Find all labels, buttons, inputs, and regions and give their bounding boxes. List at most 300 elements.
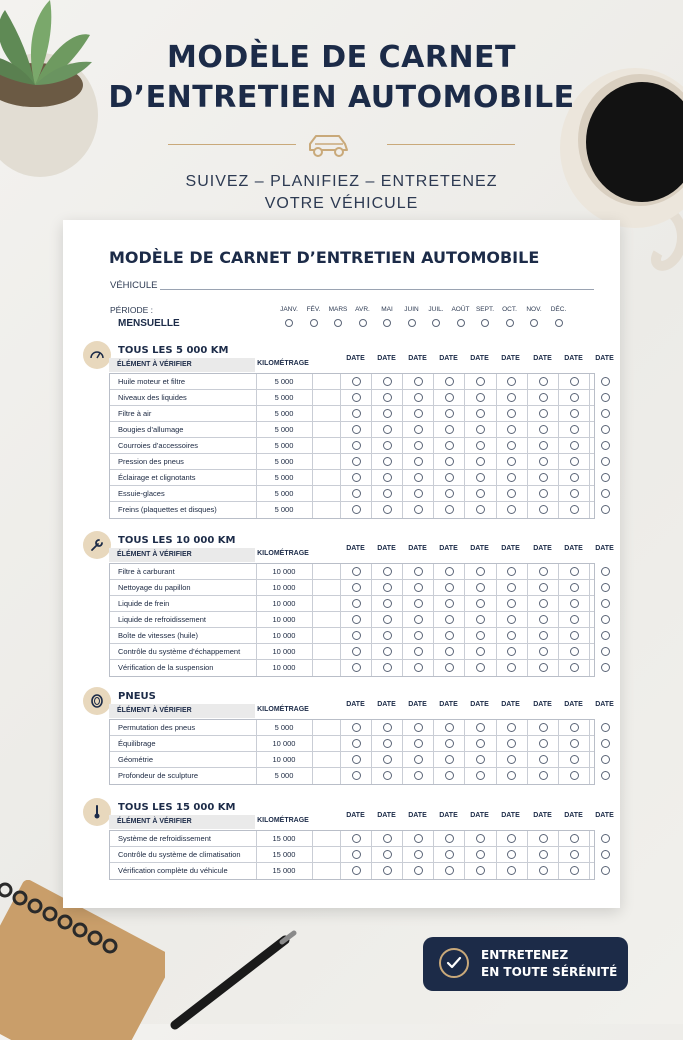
table-row [110,454,594,470]
date-checkbox[interactable] [383,647,392,656]
period-label: PÉRIODE : [110,305,153,315]
date-checkbox[interactable] [352,441,361,450]
row-km: 5 000 [274,457,294,466]
date-checkbox[interactable] [445,409,454,418]
date-checkbox[interactable] [570,473,579,482]
row-km: 5 000 [274,393,294,402]
date-checkbox[interactable] [383,583,392,592]
date-checkbox[interactable] [445,723,454,732]
date-checkbox[interactable] [476,631,485,640]
date-checkbox[interactable] [601,599,610,608]
date-checkbox[interactable] [507,723,516,732]
row-km: 10 000 [272,567,296,576]
date-checkbox[interactable] [507,457,516,466]
date-checkbox[interactable] [476,866,485,875]
row-element-name: Liquide de refroidissement [118,615,206,624]
row-km: 15 000 [272,850,296,859]
date-checkbox[interactable] [414,393,423,402]
date-checkbox[interactable] [383,850,392,859]
date-checkbox[interactable] [414,489,423,498]
date-checkbox[interactable] [570,505,579,514]
date-checkbox[interactable] [352,866,361,875]
table-row [110,486,594,502]
badge-line2: EN TOUTE SÉRÉNITÉ [481,965,618,979]
month-radio[interactable] [383,319,391,327]
date-checkbox[interactable] [476,377,485,386]
date-checkbox[interactable] [570,615,579,624]
header-date: DATE [533,545,552,552]
date-checkbox[interactable] [383,393,392,402]
date-checkbox[interactable] [570,739,579,748]
header-date: DATE [564,355,583,362]
date-checkbox[interactable] [539,866,548,875]
date-checkbox[interactable] [507,473,516,482]
date-checkbox[interactable] [507,441,516,450]
month-radio[interactable] [432,319,440,327]
date-checkbox[interactable] [383,866,392,875]
date-checkbox[interactable] [539,850,548,859]
date-checkbox[interactable] [352,663,361,672]
date-checkbox[interactable] [539,505,548,514]
date-checkbox[interactable] [414,647,423,656]
vehicle-input-line[interactable] [160,289,594,290]
date-checkbox[interactable] [352,377,361,386]
date-checkbox[interactable] [445,567,454,576]
date-checkbox[interactable] [507,599,516,608]
date-checkbox[interactable] [352,771,361,780]
header-date: DATE [595,545,614,552]
date-checkbox[interactable] [414,663,423,672]
date-checkbox[interactable] [352,457,361,466]
date-checkbox[interactable] [570,755,579,764]
date-checkbox[interactable] [352,850,361,859]
date-checkbox[interactable] [570,425,579,434]
date-checkbox[interactable] [507,631,516,640]
date-checkbox[interactable] [414,850,423,859]
date-checkbox[interactable] [383,441,392,450]
header-element: ÉLÉMENT À VÉRIFIER [109,704,255,718]
section-title: TOUS LES 15 000 KM [118,802,236,813]
row-element-name: Contrôle du système de climatisation [118,850,241,859]
date-checkbox[interactable] [476,425,485,434]
date-checkbox[interactable] [539,489,548,498]
date-checkbox[interactable] [445,739,454,748]
month-radio[interactable] [310,319,318,327]
header-date: DATE [346,545,365,552]
date-checkbox[interactable] [539,663,548,672]
date-checkbox[interactable] [570,834,579,843]
header-date: DATE [501,812,520,819]
header-date: DATE [595,701,614,708]
row-km: 10 000 [272,615,296,624]
date-checkbox[interactable] [570,599,579,608]
date-checkbox[interactable] [570,441,579,450]
tagline-line2: VOTRE VÉHICULE [264,195,419,212]
date-checkbox[interactable] [570,393,579,402]
date-checkbox[interactable] [383,663,392,672]
date-checkbox[interactable] [476,599,485,608]
date-checkbox[interactable] [476,647,485,656]
date-checkbox[interactable] [601,489,610,498]
date-checkbox[interactable] [414,866,423,875]
date-checkbox[interactable] [539,615,548,624]
header-date: DATE [564,812,583,819]
header-date: DATE [346,812,365,819]
month-radio[interactable] [530,319,538,327]
month-radio[interactable] [285,319,293,327]
date-checkbox[interactable] [414,377,423,386]
date-checkbox[interactable] [476,723,485,732]
date-checkbox[interactable] [445,647,454,656]
date-checkbox[interactable] [414,473,423,482]
date-checkbox[interactable] [570,647,579,656]
date-checkbox[interactable] [445,441,454,450]
month-label: FÉV. [306,306,321,313]
date-checkbox[interactable] [414,599,423,608]
date-checkbox[interactable] [539,567,548,576]
row-km: 15 000 [272,834,296,843]
date-checkbox[interactable] [476,473,485,482]
date-checkbox[interactable] [601,425,610,434]
table-row [110,660,594,676]
date-checkbox[interactable] [507,615,516,624]
date-checkbox[interactable] [601,393,610,402]
date-checkbox[interactable] [476,771,485,780]
date-checkbox[interactable] [507,850,516,859]
date-checkbox[interactable] [601,567,610,576]
table-row [110,863,594,879]
date-checkbox[interactable] [601,473,610,482]
month-label: AVR. [355,306,370,313]
date-checkbox[interactable] [383,723,392,732]
date-checkbox[interactable] [507,834,516,843]
date-checkbox[interactable] [601,834,610,843]
date-checkbox[interactable] [476,583,485,592]
date-checkbox[interactable] [383,599,392,608]
month-radio[interactable] [408,319,416,327]
header-date: DATE [408,701,427,708]
month-label: DÉC. [550,306,567,313]
date-checkbox[interactable] [383,425,392,434]
date-checkbox[interactable] [601,409,610,418]
date-checkbox[interactable] [539,771,548,780]
date-checkbox[interactable] [383,377,392,386]
date-checkbox[interactable] [507,771,516,780]
date-checkbox[interactable] [445,771,454,780]
date-checkbox[interactable] [414,583,423,592]
date-checkbox[interactable] [383,409,392,418]
month-radio[interactable] [334,319,342,327]
header-date: DATE [439,812,458,819]
date-checkbox[interactable] [539,599,548,608]
date-checkbox[interactable] [539,583,548,592]
date-checkbox[interactable] [383,489,392,498]
date-checkbox[interactable] [383,473,392,482]
date-checkbox[interactable] [507,739,516,748]
date-checkbox[interactable] [476,663,485,672]
date-checkbox[interactable] [601,377,610,386]
date-checkbox[interactable] [352,567,361,576]
date-checkbox[interactable] [476,834,485,843]
date-checkbox[interactable] [507,647,516,656]
date-checkbox[interactable] [352,583,361,592]
date-checkbox[interactable] [570,489,579,498]
row-element-name: Freins (plaquettes et disques) [118,505,217,514]
date-checkbox[interactable] [476,850,485,859]
date-checkbox[interactable] [383,567,392,576]
date-checkbox[interactable] [601,441,610,450]
table-row [110,628,594,644]
date-checkbox[interactable] [570,631,579,640]
header-date: DATE [470,812,489,819]
date-checkbox[interactable] [414,739,423,748]
date-checkbox[interactable] [570,409,579,418]
table-header [109,545,614,562]
header-date: DATE [439,355,458,362]
month-radio[interactable] [506,319,514,327]
date-checkbox[interactable] [414,631,423,640]
row-km: 5 000 [274,723,294,732]
date-checkbox[interactable] [476,489,485,498]
date-checkbox[interactable] [445,377,454,386]
date-checkbox[interactable] [445,834,454,843]
date-checkbox[interactable] [476,441,485,450]
table-row [110,847,594,863]
month-radio[interactable] [457,319,465,327]
date-checkbox[interactable] [507,567,516,576]
logbook-sheet [63,220,620,908]
date-checkbox[interactable] [414,834,423,843]
date-checkbox[interactable] [445,663,454,672]
maintenance-table [109,563,595,677]
date-checkbox[interactable] [539,377,548,386]
date-checkbox[interactable] [352,473,361,482]
tire-icon [83,687,111,715]
date-checkbox[interactable] [414,755,423,764]
date-checkbox[interactable] [507,377,516,386]
header-date: DATE [533,355,552,362]
date-checkbox[interactable] [601,739,610,748]
month-radio[interactable] [481,319,489,327]
date-checkbox[interactable] [601,663,610,672]
section-title: TOUS LES 10 000 KM [118,535,236,546]
date-checkbox[interactable] [539,755,548,764]
table-header [109,355,614,372]
date-checkbox[interactable] [383,615,392,624]
date-checkbox[interactable] [476,393,485,402]
date-checkbox[interactable] [414,457,423,466]
date-checkbox[interactable] [352,409,361,418]
month-label: JUIN [404,306,419,313]
date-checkbox[interactable] [445,850,454,859]
date-checkbox[interactable] [601,457,610,466]
date-checkbox[interactable] [601,723,610,732]
date-checkbox[interactable] [539,425,548,434]
header-element: ÉLÉMENT À VÉRIFIER [109,548,255,562]
header-date: DATE [470,545,489,552]
date-checkbox[interactable] [383,739,392,748]
date-checkbox[interactable] [414,567,423,576]
date-checkbox[interactable] [476,409,485,418]
row-km: 5 000 [274,409,294,418]
date-checkbox[interactable] [414,771,423,780]
row-element-name: Vérification complète du véhicule [118,866,228,875]
date-checkbox[interactable] [445,599,454,608]
date-checkbox[interactable] [414,615,423,624]
date-checkbox[interactable] [601,631,610,640]
date-checkbox[interactable] [445,473,454,482]
date-checkbox[interactable] [383,631,392,640]
date-checkbox[interactable] [539,473,548,482]
date-checkbox[interactable] [476,457,485,466]
table-header [109,701,614,718]
date-checkbox[interactable] [414,441,423,450]
row-element-name: Profondeur de sculpture [118,771,199,780]
header-date: DATE [595,355,614,362]
header-date: DATE [470,355,489,362]
header-date: DATE [408,812,427,819]
date-checkbox[interactable] [570,567,579,576]
date-checkbox[interactable] [539,393,548,402]
month-label: JUIL. [428,306,444,313]
banner-title-line1: MODÈLE DE CARNET [166,40,517,75]
date-checkbox[interactable] [570,850,579,859]
date-checkbox[interactable] [352,615,361,624]
date-checkbox[interactable] [601,647,610,656]
period-value: MENSUELLE [118,318,180,329]
date-checkbox[interactable] [352,425,361,434]
date-checkbox[interactable] [445,866,454,875]
date-checkbox[interactable] [445,631,454,640]
date-checkbox[interactable] [445,755,454,764]
date-checkbox[interactable] [570,771,579,780]
date-checkbox[interactable] [445,457,454,466]
date-checkbox[interactable] [352,599,361,608]
thermometer-icon [83,798,111,826]
date-checkbox[interactable] [414,505,423,514]
date-checkbox[interactable] [445,393,454,402]
date-checkbox[interactable] [539,739,548,748]
date-checkbox[interactable] [383,771,392,780]
date-checkbox[interactable] [352,755,361,764]
table-row [110,752,594,768]
date-checkbox[interactable] [352,631,361,640]
date-checkbox[interactable] [601,615,610,624]
date-checkbox[interactable] [445,505,454,514]
date-checkbox[interactable] [507,663,516,672]
month-radio[interactable] [555,319,563,327]
date-checkbox[interactable] [352,739,361,748]
header-element: ÉLÉMENT À VÉRIFIER [109,815,255,829]
date-checkbox[interactable] [507,755,516,764]
header-date: DATE [377,355,396,362]
row-element-name: Nettoyage du papillon [118,583,191,592]
date-checkbox[interactable] [476,615,485,624]
date-checkbox[interactable] [414,723,423,732]
date-checkbox[interactable] [352,723,361,732]
date-checkbox[interactable] [414,425,423,434]
date-checkbox[interactable] [539,723,548,732]
date-checkbox[interactable] [570,723,579,732]
date-checkbox[interactable] [476,755,485,764]
header-km: KILOMÉTRAGE [257,360,309,367]
date-checkbox[interactable] [383,457,392,466]
date-checkbox[interactable] [570,457,579,466]
date-checkbox[interactable] [507,866,516,875]
date-checkbox[interactable] [601,755,610,764]
date-checkbox[interactable] [383,755,392,764]
date-checkbox[interactable] [601,583,610,592]
date-checkbox[interactable] [507,409,516,418]
maintenance-table [109,719,595,785]
date-checkbox[interactable] [570,583,579,592]
date-checkbox[interactable] [601,866,610,875]
table-row [110,374,594,390]
banner-title-line2: D’ENTRETIEN AUTOMOBILE [108,80,575,115]
date-checkbox[interactable] [601,771,610,780]
header-date: DATE [439,545,458,552]
date-checkbox[interactable] [445,615,454,624]
date-checkbox[interactable] [539,631,548,640]
sheet-title: MODÈLE DE CARNET D’ENTRETIEN AUTOMOBILE [109,248,540,267]
date-checkbox[interactable] [445,489,454,498]
table-row [110,768,594,784]
date-checkbox[interactable] [476,739,485,748]
date-checkbox[interactable] [352,489,361,498]
date-checkbox[interactable] [570,866,579,875]
date-checkbox[interactable] [539,457,548,466]
table-row [110,564,594,580]
date-checkbox[interactable] [601,850,610,859]
date-checkbox[interactable] [383,505,392,514]
section-title: TOUS LES 5 000 KM [118,345,229,356]
date-checkbox[interactable] [601,505,610,514]
maintenance-table [109,830,595,880]
month-radio[interactable] [359,319,367,327]
date-checkbox[interactable] [352,505,361,514]
date-checkbox[interactable] [507,583,516,592]
date-checkbox[interactable] [507,505,516,514]
date-checkbox[interactable] [539,409,548,418]
header-date: DATE [439,701,458,708]
date-checkbox[interactable] [414,409,423,418]
date-checkbox[interactable] [539,441,548,450]
date-checkbox[interactable] [383,834,392,843]
date-checkbox[interactable] [507,393,516,402]
date-checkbox[interactable] [445,583,454,592]
date-checkbox[interactable] [570,663,579,672]
row-km: 5 000 [274,425,294,434]
date-checkbox[interactable] [570,377,579,386]
section-title: PNEUS [118,691,156,702]
date-checkbox[interactable] [507,489,516,498]
date-checkbox[interactable] [539,647,548,656]
date-checkbox[interactable] [445,425,454,434]
date-checkbox[interactable] [352,834,361,843]
header-date: DATE [501,701,520,708]
maintenance-table [109,373,595,519]
date-checkbox[interactable] [352,647,361,656]
date-checkbox[interactable] [352,393,361,402]
row-km: 10 000 [272,599,296,608]
date-checkbox[interactable] [476,505,485,514]
date-checkbox[interactable] [539,834,548,843]
table-row [110,736,594,752]
row-km: 15 000 [272,866,296,875]
date-checkbox[interactable] [507,425,516,434]
check-circle-icon [439,948,469,978]
date-checkbox[interactable] [476,567,485,576]
